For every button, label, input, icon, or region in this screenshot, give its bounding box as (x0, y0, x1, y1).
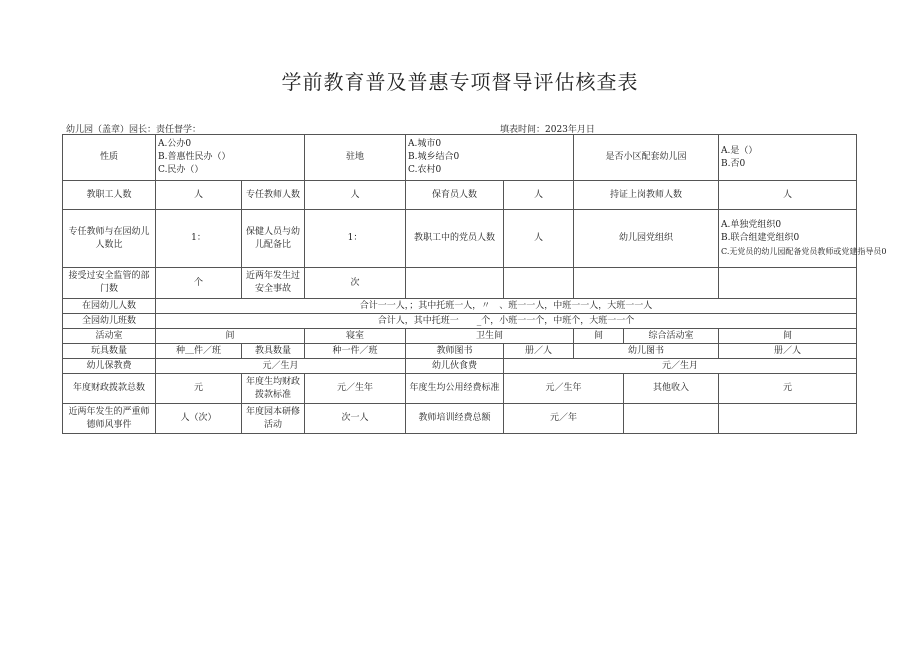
per-student-funding-label: 年度生均财政拨款标准 (242, 374, 305, 404)
classes-value[interactable]: 合计人，其中托班一 _个，小班一一个，中班个，大班一一个 (156, 314, 857, 329)
certified-teachers-unit[interactable]: 人 (719, 181, 857, 210)
care-fee-label: 幼儿保教费 (63, 359, 156, 374)
table-row (63, 299, 857, 314)
classes-label: 全园幼儿班数 (63, 314, 156, 329)
accidents-label: 近两年发生过安全事故 (242, 268, 305, 299)
party-org-option[interactable]: C.无党员的幼儿园配备党员教师或党建指导员0 (721, 247, 887, 256)
nature-option[interactable]: B.普惠性民办（） (158, 152, 231, 162)
location-option[interactable]: C.农村0 (408, 165, 442, 175)
accidents-unit[interactable]: 次 (305, 268, 406, 299)
table-row (63, 359, 857, 374)
kids-books-label: 幼儿图书 (574, 344, 719, 359)
multi-room-label: 综合活动室 (624, 329, 719, 344)
party-org-option[interactable]: A.单独党组织0 (721, 220, 782, 230)
teachers-unit[interactable]: 人 (305, 181, 406, 210)
nature-options (156, 135, 305, 181)
location-label: 驻地 (305, 135, 406, 181)
toys-label: 玩具数量 (63, 344, 156, 359)
table-row (63, 181, 857, 210)
community-option[interactable]: B.否0 (721, 158, 746, 169)
staff-label: 教职工人数 (63, 181, 156, 210)
per-student-funding-unit[interactable]: 元／生年 (305, 374, 406, 404)
fill-date-line: 填表时间：2023年月日 (500, 125, 595, 135)
research-unit[interactable]: 次一人 (305, 404, 406, 434)
care-staff-label: 保育员人数 (406, 181, 504, 210)
activity-room-unit[interactable]: 间 (156, 329, 305, 344)
multi-room-unit[interactable]: 间 (719, 329, 857, 344)
teacher-child-ratio-label: 专任教师与在园幼儿人数比 (63, 210, 156, 268)
teacher-books-unit[interactable]: 册／人 (504, 344, 574, 359)
total-funding-unit[interactable]: 元 (156, 374, 242, 404)
total-funding-label: 年度财政拨款总数 (63, 374, 156, 404)
community-options (719, 135, 857, 181)
empty-cell (719, 268, 857, 299)
table-row (63, 210, 857, 268)
party-members-label: 教职工中的党员人数 (406, 210, 504, 268)
table-row (63, 344, 857, 359)
community-label: 是否小区配套幼儿园 (574, 135, 719, 181)
table-row (63, 314, 857, 329)
teacher-child-ratio-value[interactable]: 1： (156, 210, 242, 268)
care-staff-unit[interactable]: 人 (504, 181, 574, 210)
page-title: 学前教育普及普惠专项督导评估核查表 (281, 70, 639, 94)
public-funding-unit[interactable]: 元／生年 (504, 374, 624, 404)
location-option[interactable]: B.城乡结合0 (408, 152, 460, 162)
supervision-label: 接受过安全监管的部门数 (63, 268, 156, 299)
toilet-label: 卫生间 (406, 329, 574, 344)
toilet-unit[interactable]: 间 (574, 329, 624, 344)
community-option[interactable]: A.是（） (721, 145, 758, 156)
table-row (63, 404, 857, 434)
supervision-unit[interactable]: 个 (156, 268, 242, 299)
health-ratio-value[interactable]: 1： (305, 210, 406, 268)
nature-option[interactable]: A.公办0 (158, 139, 192, 149)
party-org-options (719, 210, 887, 268)
nature-option[interactable]: C.民办（） (158, 165, 204, 175)
public-funding-label: 年度生均公用经费标准 (406, 374, 504, 404)
other-income-unit[interactable]: 元 (719, 374, 857, 404)
enrolled-label: 在园幼儿人数 (63, 299, 156, 314)
table-row (63, 374, 857, 404)
table-row (63, 329, 857, 344)
party-members-unit[interactable]: 人 (504, 210, 574, 268)
ethics-events-unit[interactable]: 人（次） (156, 404, 242, 434)
location-options (406, 135, 574, 181)
kindergarten-signature-line: 幼儿园（盖章）园长：责任督学： (66, 125, 202, 135)
table-row (63, 268, 857, 299)
empty-cell (719, 404, 857, 434)
research-label: 年度园本研修活动 (242, 404, 305, 434)
activity-room-label: 活动室 (63, 329, 156, 344)
other-income-label: 其他收入 (624, 374, 719, 404)
toys-unit[interactable]: 种＿件／班 (156, 344, 242, 359)
empty-cell (574, 268, 719, 299)
staff-unit[interactable]: 人 (156, 181, 242, 210)
kids-books-unit[interactable]: 册／人 (719, 344, 857, 359)
empty-cell (406, 268, 504, 299)
empty-cell (504, 268, 574, 299)
enrolled-value[interactable]: 合计一一人，；其中托班一人，〃 、班一一人，中班一一人，大班一一人 (156, 299, 857, 314)
location-option[interactable]: A.城市0 (408, 139, 442, 149)
bedroom-label: 寝室 (305, 329, 406, 344)
teaching-aids-label: 教具数量 (242, 344, 305, 359)
inspection-table (62, 134, 887, 434)
empty-cell (624, 404, 719, 434)
teacher-books-label: 教师图书 (406, 344, 504, 359)
certified-teachers-label: 持证上岗教师人数 (574, 181, 719, 210)
teaching-aids-unit[interactable]: 种一件／班 (305, 344, 406, 359)
care-fee-unit[interactable]: 元／生月 (156, 359, 406, 374)
party-org-label: 幼儿园党组织 (574, 210, 719, 268)
teachers-label: 专任教师人数 (242, 181, 305, 210)
nature-label: 性质 (63, 135, 156, 181)
meal-fee-label: 幼儿伙食费 (406, 359, 504, 374)
ethics-events-label: 近两年发生的严重师德师风事件 (63, 404, 156, 434)
health-ratio-label: 保健人员与幼儿配备比 (242, 210, 305, 268)
training-funding-label: 教师培训经费总额 (406, 404, 504, 434)
training-funding-unit[interactable]: 元／年 (504, 404, 624, 434)
table-row (63, 135, 857, 181)
meal-fee-unit[interactable]: 元／生月 (504, 359, 857, 374)
party-org-option[interactable]: B.联合组建党组织0 (721, 233, 800, 243)
